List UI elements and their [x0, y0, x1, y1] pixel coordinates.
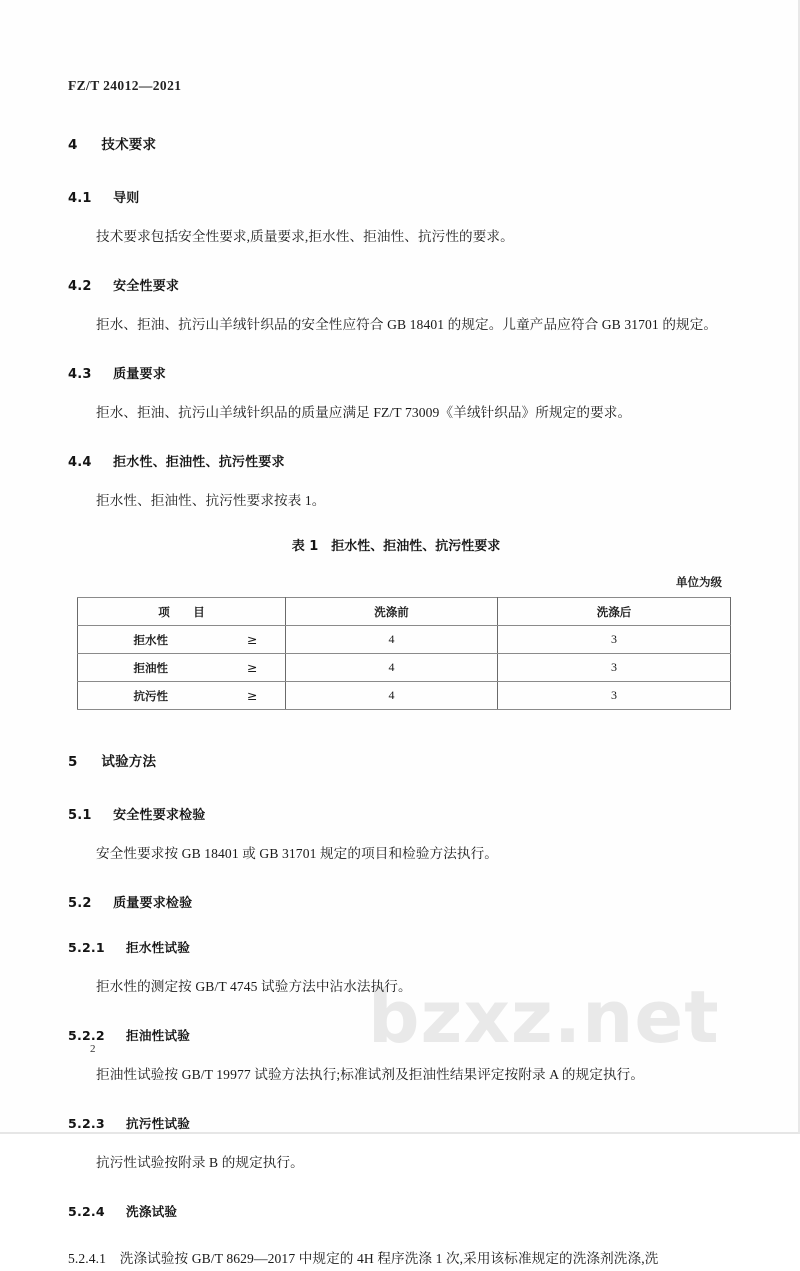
- heading-4-1-number: 4.1: [68, 191, 92, 206]
- heading-5-2: [68, 892, 724, 911]
- paragraph-5-2-3: 抗污性试验按附录 B 的规定执行。: [96, 1155, 304, 1170]
- heading-4-2: [68, 275, 724, 294]
- paragraph-4-4: 拒水性、拒油性、抗污性要求按表 1。: [96, 493, 326, 508]
- table-item-name: 拒油性: [133, 660, 168, 675]
- table-item-operator: ≥: [247, 659, 258, 675]
- table-col-before-wash: 洗涤前: [286, 598, 498, 626]
- heading-5-2-2-title: 拒油性试验: [126, 1028, 191, 1043]
- table-item-operator: ≥: [247, 687, 258, 703]
- paragraph-5-2-2: 拒油性试验按 GB/T 19977 试验方法执行;标准试剂及拒油性结果评定按附录 A 的规定执行。: [96, 1067, 645, 1082]
- heading-5-2-3-number: 5.2.3: [68, 1116, 105, 1131]
- paragraph-5-2-4-1: 5.2.4.1 洗涤试验按 GB/T 8629—2017 中规定的 4H 程序洗涤 1 次,采用该标准规定的洗涤剂洗涤,洗: [68, 1251, 659, 1266]
- page-number: 2: [90, 1043, 96, 1055]
- heading-5-2-2: [68, 1025, 724, 1044]
- heading-5-2-number: 5.2: [68, 896, 92, 911]
- heading-5: [68, 750, 724, 770]
- heading-4-1-title: 导则: [113, 191, 140, 206]
- paragraph-4-1: 技术要求包括安全性要求,质量要求,拒水性、拒油性、抗污性的要求。: [96, 229, 514, 244]
- table-item-name: 抗污性: [133, 688, 168, 703]
- heading-4-4: [68, 451, 724, 470]
- table-cell-before-wash: 4: [286, 654, 498, 682]
- table-1-unit-note: 单位为级: [676, 575, 722, 589]
- paragraph-4-2: 拒水、拒油、抗污山羊绒针织品的安全性应符合 GB 18401 的规定。儿童产品应符合 GB 31701 的规定。: [96, 317, 718, 332]
- table-header-row: [78, 598, 731, 626]
- heading-5-2-3-title: 抗污性试验: [126, 1116, 191, 1131]
- heading-4-4-number: 4.4: [68, 455, 92, 470]
- requirements-table: [77, 597, 731, 710]
- table-cell-item: [78, 654, 286, 682]
- heading-4-4-title: 拒水性、拒油性、抗污性要求: [113, 455, 285, 470]
- heading-4: [68, 133, 724, 153]
- heading-5-2-4-number: 5.2.4: [68, 1204, 105, 1219]
- table-cell-after-wash: 3: [498, 682, 731, 710]
- heading-4-number: 4: [68, 137, 78, 153]
- heading-4-1: [68, 187, 724, 206]
- heading-5-2-title: 质量要求检验: [113, 896, 193, 911]
- table-col-item: [78, 598, 286, 626]
- table-cell-after-wash: 3: [498, 626, 731, 654]
- table-cell-item: [78, 682, 286, 710]
- heading-5-2-4-title: 洗涤试验: [126, 1204, 178, 1219]
- heading-4-2-number: 4.2: [68, 279, 92, 294]
- table-cell-before-wash: 4: [286, 682, 498, 710]
- heading-5-2-2-number: 5.2.2: [68, 1028, 105, 1043]
- heading-5-1: [68, 804, 724, 823]
- paragraph-4-3: 拒水、拒油、抗污山羊绒针织品的质量应满足 FZ/T 73009《羊绒针织品》所规定的要求。: [96, 405, 632, 420]
- table-row: [78, 682, 731, 710]
- heading-5-2-1-number: 5.2.1: [68, 940, 105, 955]
- heading-5-2-1: [68, 937, 724, 956]
- heading-4-2-title: 安全性要求: [113, 279, 180, 294]
- heading-5-2-3: [68, 1113, 724, 1132]
- table-cell-before-wash: 4: [286, 626, 498, 654]
- heading-5-title: 试验方法: [101, 754, 157, 770]
- table-col-item-label: 项 目: [158, 604, 211, 619]
- page-header-standard-number: FZ/T 24012—2021: [68, 78, 182, 93]
- paragraph-5-2-1: 拒水性的测定按 GB/T 4745 试验方法中沾水法执行。: [96, 979, 412, 994]
- heading-4-3-number: 4.3: [68, 367, 92, 382]
- table-item-operator: ≥: [247, 631, 258, 647]
- paragraph-5-1: 安全性要求按 GB 18401 或 GB 31701 规定的项目和检验方法执行。: [96, 846, 499, 861]
- watermark-text: bzxz.net: [368, 975, 720, 1059]
- document-body: [68, 133, 724, 1271]
- table-row: [78, 654, 731, 682]
- table-item-name: 拒水性: [133, 632, 168, 647]
- heading-5-1-number: 5.1: [68, 808, 92, 823]
- heading-4-3-title: 质量要求: [113, 367, 166, 382]
- table-cell-item: [78, 626, 286, 654]
- heading-5-1-title: 安全性要求检验: [113, 808, 206, 823]
- heading-5-2-1-title: 拒水性试验: [126, 940, 191, 955]
- heading-5-number: 5: [68, 754, 78, 770]
- heading-5-2-4: [68, 1201, 724, 1220]
- table-row: [78, 626, 731, 654]
- table-col-after-wash: 洗涤后: [498, 598, 731, 626]
- heading-4-title: 技术要求: [101, 137, 157, 153]
- table-1-caption: 表 1 拒水性、拒油性、抗污性要求: [291, 539, 501, 554]
- heading-4-3: [68, 363, 724, 382]
- table-cell-after-wash: 3: [498, 654, 731, 682]
